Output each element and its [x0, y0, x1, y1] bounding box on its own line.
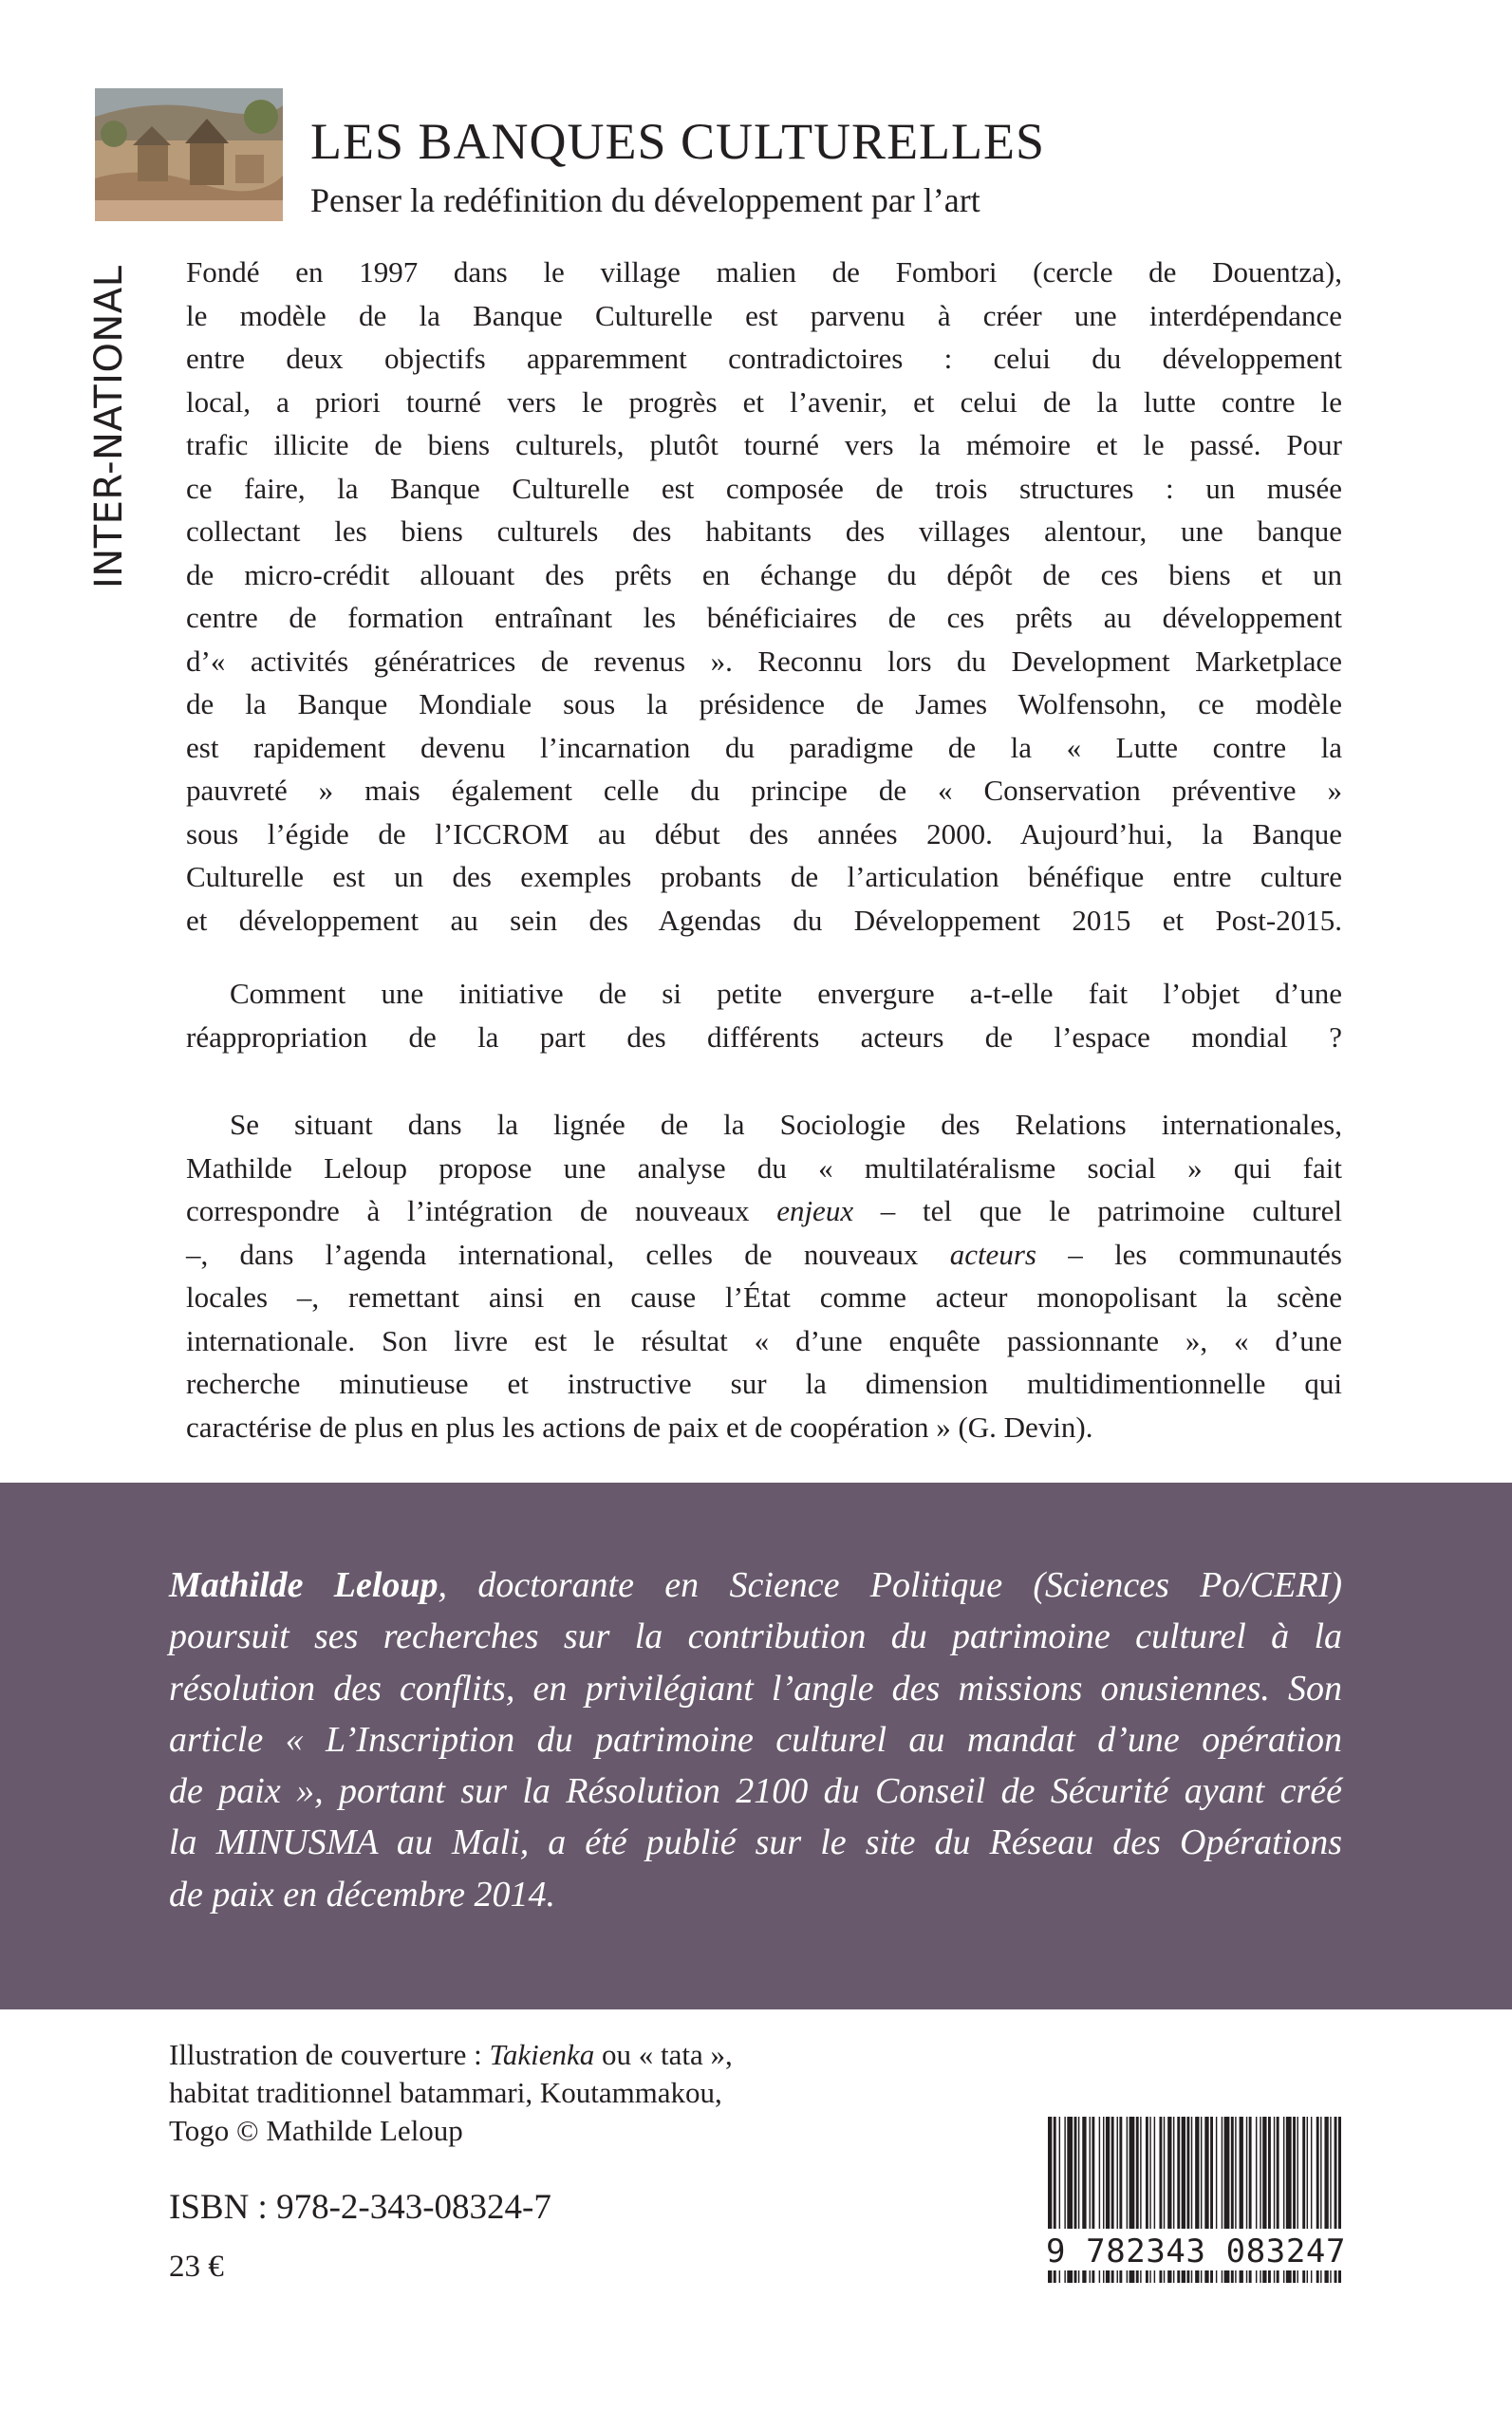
text-line: réappropriation de la part des différents acteurs de l’espace mondial ?: [186, 1019, 1342, 1054]
text-line: [169, 2036, 733, 2074]
text-line: Fondé en 1997 dans le village malien de Fombori (cercle de Douentza),: [186, 255, 1342, 289]
text-line: habitat traditionnel batammari, Koutammakou,: [169, 2076, 722, 2109]
text-line: le modèle de la Banque Culturelle est parvenu à créer une interdépendance: [186, 298, 1342, 332]
text-line: entre deux objectifs apparemment contradictoires : celui du développement: [186, 342, 1342, 375]
barcode-digits: 9 782343 083247: [1046, 2229, 1341, 2270]
summary-paragraph-3: [186, 1103, 1342, 1448]
text-line: et développement au sein des Agendas du Développement 2015 et Post-2015.: [186, 903, 1342, 937]
book-title: LES BANQUES CULTURELLES: [310, 113, 1046, 170]
summary-paragraph-1: [186, 251, 1342, 942]
text-line: de paix en décembre 2014.: [169, 1874, 555, 1915]
text-line: internationale. Son livre est le résultat « d’une enquête passionnante », « d’une: [186, 1323, 1342, 1357]
text-line: Comment une initiative de si petite envergure a-t-elle fait l’objet d’une: [230, 977, 1342, 1010]
text-line: Togo © Mathilde Leloup: [169, 2114, 463, 2147]
text-line: local, a priori tourné vers le progrès et l’avenir, et celui de la lutte contre le: [186, 384, 1342, 419]
text-segment: – tel que le patrimoine culturel: [853, 1194, 1342, 1227]
summary-paragraph-2: [186, 972, 1342, 1058]
author-bio: [169, 1560, 1342, 1920]
text-line: ce faire, la Banque Culturelle est composée de trois structures : un musée: [186, 471, 1342, 505]
text-line: [169, 1560, 1342, 1611]
text-segment: – les communautés: [1036, 1237, 1342, 1271]
text-line: trafic illicite de biens culturels, plutôt tourné vers la mémoire et le passé. Pour: [186, 428, 1342, 461]
author-name: Mathilde Leloup: [169, 1565, 439, 1605]
text-line: centre de formation entraînant les bénéficiaires de ces prêts au développement: [186, 601, 1342, 634]
text-line: d’« activités génératrices de revenus ». Reconnu lors du Development Marketplace: [186, 644, 1342, 678]
text-line: caractérise de plus en plus les actions de paix et de coopération » (G. Devin).: [186, 1410, 1093, 1444]
village-photo: [95, 88, 283, 221]
isbn: ISBN : 978-2-343-08324-7: [169, 2188, 551, 2227]
text-line: Mathilde Leloup propose une analyse du « multilatéralisme social » qui fait: [186, 1150, 1342, 1185]
text-segment: –, dans l’agenda international, celles de nouveaux: [186, 1237, 950, 1271]
text-line: de micro-crédit allouant des prêts en échange du dépôt de ces biens et un: [186, 557, 1342, 591]
text-line: locales –, remettant ainsi en cause l’État comme acteur monopolisant la scène: [186, 1280, 1342, 1314]
text-segment: ou « tata »,: [594, 2038, 733, 2071]
book-subtitle: Penser la redéfinition du développement par l’art: [310, 181, 980, 219]
text-line: la MINUSMA au Mali, a été publié sur le site du Réseau des Opérations: [169, 1822, 1342, 1863]
cover-photo-thumbnail: [95, 88, 283, 221]
text-line: Se situant dans la lignée de la Sociologie des Relations internationales,: [230, 1108, 1342, 1141]
text-line: article « L’Inscription du patrimoine culturel au mandat d’une opération: [169, 1719, 1342, 1760]
emphasis-enjeux: enjeux: [776, 1194, 854, 1227]
text-segment: Illustration de couverture :: [169, 2038, 490, 2071]
text-line: poursuit ses recherches sur la contribution du patrimoine culturel à la: [169, 1616, 1342, 1657]
text-segment: correspondre à l’intégration de nouveaux: [186, 1194, 777, 1227]
emphasis-acteurs: acteurs: [949, 1237, 1036, 1271]
text-line: Culturelle est un des exemples probants de l’articulation bénéfique entre culture: [186, 860, 1342, 893]
text-line: sous l’égide de l’ICCROM au début des années 2000. Aujourd’hui, la Banque: [186, 816, 1342, 850]
text-line: de la Banque Mondiale sous la présidence de James Wolfensohn, ce modèle: [186, 687, 1342, 720]
text-line: pauvreté » mais également celle du principe de « Conservation préventive »: [186, 774, 1342, 807]
text-line: recherche minutieuse et instructive sur la dimension multidimentionnelle qui: [186, 1367, 1342, 1400]
text-line: de paix », portant sur la Résolution 2100 du Conseil de Sécurité ayant créé: [169, 1771, 1342, 1812]
price: 23 €: [169, 2250, 224, 2284]
series-label: INTER-NATIONAL: [87, 265, 131, 588]
text-line: [186, 1233, 1342, 1277]
cover-illustration-credit: [169, 2036, 733, 2150]
text-line: collectant les biens culturels des habitants des villages alentour, une banque: [186, 514, 1342, 548]
text-line: est rapidement devenu l’incarnation du paradigme de la « Lutte contre la: [186, 730, 1342, 764]
emphasis-takienka: Takienka: [489, 2038, 595, 2071]
text-line: [186, 1189, 1342, 1233]
text-line: résolution des conflits, en privilégiant l’angle des missions onusiennes. Son: [169, 1668, 1342, 1709]
text-segment: , doctorante en Science Politique (Sciences Po/CERI): [438, 1565, 1343, 1605]
